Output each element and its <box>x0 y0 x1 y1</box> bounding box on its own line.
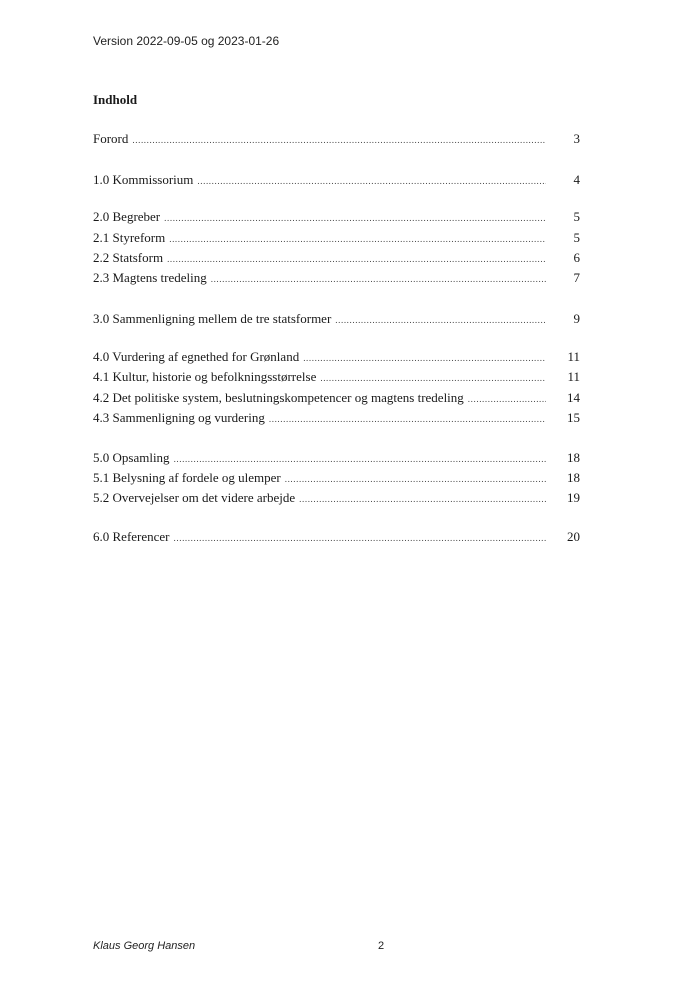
toc-entry-title: Forord <box>93 131 129 146</box>
toc-entry-kommissorium[interactable] <box>93 172 580 190</box>
toc-entry-title: 2.3 Magtens tredeling <box>93 270 207 285</box>
toc-leader-dots <box>299 494 546 504</box>
toc-heading: Indhold <box>93 92 138 107</box>
toc-entry-magtens-tredeling[interactable] <box>93 270 580 288</box>
toc-entry-page: 9 <box>573 311 580 326</box>
toc-entry-page: 5 <box>573 209 580 224</box>
toc-leader-dots <box>285 474 546 484</box>
toc-leader-dots <box>468 394 546 404</box>
toc-leader-dots <box>303 353 546 363</box>
toc-entry-page: 15 <box>567 410 580 425</box>
toc-entry-sammenligning[interactable] <box>93 311 580 329</box>
toc-entry-title: 4.0 Vurdering af egnethed for Grønland <box>93 349 300 364</box>
toc-entry-title: 4.3 Sammenligning og vurdering <box>93 410 265 425</box>
toc-leader-dots <box>167 254 546 264</box>
toc-entry-title: 5.2 Overvejelser om det videre arbejde <box>93 490 296 505</box>
toc-entry-title: 6.0 Referencer <box>93 529 170 544</box>
toc-entry-title: 4.1 Kultur, historie og befolkningsstørrelse <box>93 369 317 384</box>
version-header: Version 2022-09-05 og 2023-01-26 <box>93 34 280 48</box>
toc-entry-kultur[interactable] <box>93 369 580 387</box>
toc-entry-styreform[interactable] <box>93 230 580 248</box>
toc-entry-title: 5.1 Belysning af fordele og ulemper <box>93 470 281 485</box>
footer-author: Klaus Georg Hansen <box>93 940 196 952</box>
toc-entry-statsform[interactable] <box>93 250 580 268</box>
toc-leader-dots <box>335 315 546 325</box>
toc-leader-dots <box>174 533 546 543</box>
toc-entry-title: 2.0 Begreber <box>93 209 161 224</box>
toc-entry-opsamling[interactable] <box>93 450 580 468</box>
toc-entry-page: 4 <box>573 172 580 187</box>
toc-entry-page: 18 <box>567 450 580 465</box>
toc-leader-dots <box>320 373 546 383</box>
toc-entry-sammenligning-vurdering[interactable] <box>93 410 580 428</box>
toc-entry-title: 1.0 Kommissorium <box>93 172 194 187</box>
toc-entry-page: 6 <box>573 250 580 265</box>
toc-entry-title: 5.0 Opsamling <box>93 450 170 465</box>
toc-leader-dots <box>174 454 546 464</box>
footer-page-number: 2 <box>378 940 385 952</box>
toc-entry-page: 3 <box>573 131 580 146</box>
toc-entry-title: 4.2 Det politiske system, beslutningskompetencer og magtens tredeling <box>93 390 464 405</box>
toc-leader-dots <box>197 176 546 186</box>
toc-leader-dots <box>132 135 546 145</box>
toc-leader-dots <box>211 274 546 284</box>
toc-entry-overvejelser[interactable] <box>93 490 580 508</box>
toc-entry-page: 5 <box>573 230 580 245</box>
toc-entry-page: 11 <box>567 349 580 364</box>
toc-entry-page: 18 <box>567 470 580 485</box>
toc-entry-page: 14 <box>567 390 580 405</box>
toc-entry-title: 2.1 Styreform <box>93 230 166 245</box>
toc-entry-page: 19 <box>567 490 580 505</box>
toc-entry-referencer[interactable] <box>93 529 580 547</box>
toc-leader-dots <box>164 213 546 223</box>
toc-leader-dots <box>269 414 546 424</box>
toc-leader-dots <box>169 234 546 244</box>
toc-entry-foreword[interactable] <box>93 131 580 149</box>
toc-entry-belysning[interactable] <box>93 470 580 488</box>
toc-entry-page: 7 <box>573 270 580 285</box>
toc-entry-page: 20 <box>567 529 580 544</box>
toc-entry-title: 2.2 Statsform <box>93 250 164 265</box>
toc-entry-begreber[interactable] <box>93 209 580 227</box>
toc-entry-politiske-system[interactable] <box>93 390 580 408</box>
toc-entry-title: 3.0 Sammenligning mellem de tre statsformer <box>93 311 332 326</box>
toc-entry-vurdering[interactable] <box>93 349 580 367</box>
toc-entry-page: 11 <box>567 369 580 384</box>
